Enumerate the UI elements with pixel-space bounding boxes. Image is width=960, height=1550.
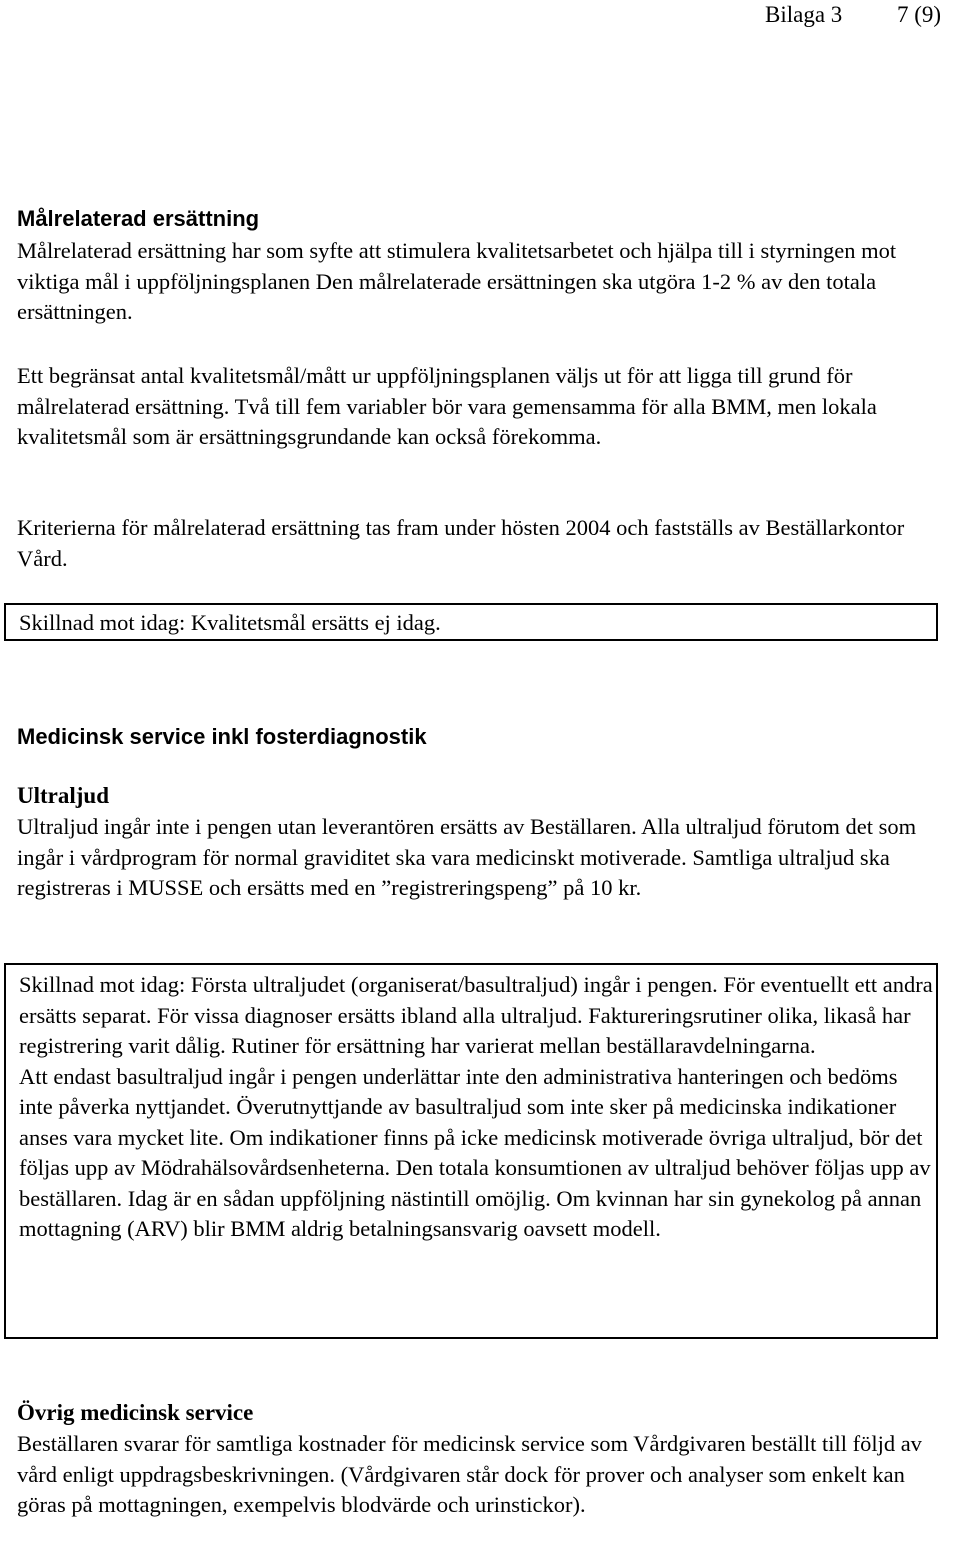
section-title-malrelaterad: Målrelaterad ersättning: [17, 206, 260, 231]
paragraph-ovrig-medicinsk-service: Beställaren svarar för samtliga kostnader för medicinsk service som Vårdgivaren beställt till följd av vård enligt uppdragsbeskrivningen. (Vårdgivaren står dock för prover och analyser som enkelt kan göras på mottagningen, exempelvis blodvärde och urinstickor).: [17, 1431, 922, 1517]
section-title-ovrig-medicinsk-service: Övrig medicinsk service: [17, 1400, 254, 1425]
header-appendix-label: Bilaga 3: [765, 2, 843, 27]
header-page-number: 7 (9): [897, 2, 942, 27]
paragraph-kvalitetsmal: Ett begränsat antal kvalitetsmål/mått ur uppföljningsplanen väljs ut för att ligga till grund för målrelaterad ersättning. Två till fem variabler bör vara gemensamma för alla BMM, men lokala kvalitetsmål som är ersättningsgrundande kan också förekomma.: [17, 363, 877, 449]
difference-text-kvalitetsmal: Skillnad mot idag: Kvalitetsmål ersätts ej idag.: [19, 610, 441, 635]
subsection-title-ultraljud: Ultraljud: [17, 783, 109, 808]
difference-text-ultraljud-analysis: Att endast basultraljud ingår i pengen underlättar inte den administrativa hanteringen och bedöms inte påverka nyttjandet. Överutnyttjande av basultraljud som inte sker på medicinska indikationer anses vara mycket lite. Om indikationer finns på icke medicinsk motiverade övriga ultraljud, bör det följas upp av Mödrahälsovårdsenheterna. Den totala konsumtionen av ultraljud behöver följas upp av beställaren. Idag är en sådan uppföljning nästintill omöjlig. Om kvinnan har sin gynekolog på annan mottagning (ARV) blir BMM aldrig betalningsansvarig oavsett modell.: [19, 1063, 931, 1241]
difference-box-kvalitetsmal: [4, 603, 938, 641]
paragraph-ultraljud: Ultraljud ingår inte i pengen utan leverantören ersätts av Beställaren. Alla ultraljud förutom det som ingår i vårdprogram för normal graviditet ska vara medicinskt motiverade. Samtliga ultraljud ska registreras i MUSSE och ersätts med en ”registreringspeng” på 10 kr.: [17, 814, 917, 900]
difference-text-ultraljud-current: Skillnad mot idag: Första ultraljudet (organiserat/basultraljud) ingår i pengen. För eventuellt ett andra ersätts separat. För vissa diagnoser ersätts ibland alla ultraljud. Faktureringsrutiner olika, likaså har registrering varit dålig. Rutiner för ersättning har varierat mellan beställaravdelningarna.: [19, 972, 933, 1058]
section-title-medicinsk-service: Medicinsk service inkl fosterdiagnostik: [17, 724, 427, 749]
paragraph-kriterier: Kriterierna för målrelaterad ersättning tas fram under hösten 2004 och fastställs av Beställarkontor Vård.: [17, 515, 905, 571]
paragraph-malrelaterad-purpose: Målrelaterad ersättning har som syfte att stimulera kvalitetsarbetet och hjälpa till i styrningen mot viktiga mål i uppföljningsplanen Den målrelaterade ersättningen ska utgöra 1-2 % av den totala ersättningen.: [17, 238, 897, 324]
difference-box-ultraljud: [4, 963, 938, 1339]
